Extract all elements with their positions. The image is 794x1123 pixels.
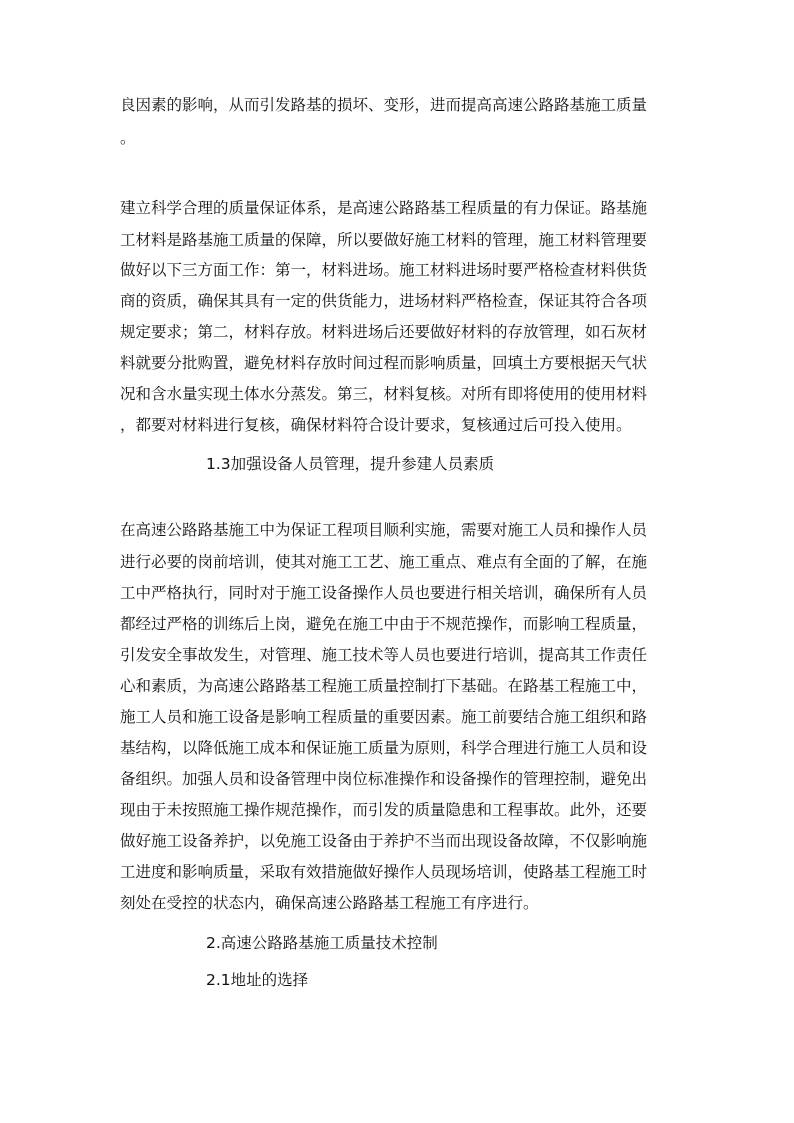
- section-heading-1-3: 1.3加强设备人员管理，提升参建人员素质: [206, 455, 495, 473]
- text-line: 现由于未按照施工操作规范操作，而引发的质量隐患和工程事故。此外，还要: [120, 801, 648, 819]
- text-line: 备组织。加强人员和设备管理中岗位标准操作和设备操作的管理控制，避免出: [120, 770, 648, 788]
- text-line: 规定要求；第二，材料存放。材料进场后还要做好材料的存放管理，如石灰材: [120, 323, 648, 341]
- text-line: 引发安全事故发生，对管理、施工技术等人员也要进行培训，提高其工作责任: [120, 646, 648, 664]
- text-line: 况和含水量实现土体水分蒸发。第三，材料复核。对所有即将使用的使用材料: [120, 385, 648, 403]
- section-heading-2-1: 2.1地址的选择: [206, 971, 309, 989]
- text-line: 工材料是路基施工质量的保障，所以要做好施工材料的管理，施工材料管理要: [120, 231, 648, 249]
- text-line: 建立科学合理的质量保证体系，是高速公路路基工程质量的有力保证。路基施: [120, 199, 648, 217]
- text-line: 工中严格执行，同时对于施工设备操作人员也要进行相关培训，确保所有人员: [120, 584, 648, 602]
- text-line: 都经过严格的训练后上岗，避免在施工中由于不规范操作，而影响工程质量，: [120, 615, 648, 633]
- text-line: 料就要分批购置，避免材料存放时间过程而影响质量，回填土方要根据天气状: [120, 354, 648, 372]
- text-line: 基结构，以降低施工成本和保证施工质量为原则，科学合理进行施工人员和设: [120, 739, 648, 757]
- text-line: 刻处在受控的状态内，确保高速公路路基工程施工有序进行。: [120, 894, 539, 912]
- text-line: ，都要对材料进行复核，确保材料符合设计要求，复核通过后可投入使用。: [120, 416, 632, 434]
- text-line: 商的资质，确保其具有一定的供货能力，进场材料严格检查，保证其符合各项: [120, 292, 648, 310]
- text-line: 心和素质，为高速公路路基工程施工质量控制打下基础。在路基工程施工中，: [120, 677, 648, 695]
- text-line: 进行必要的岗前培训，使其对施工工艺、施工重点、难点有全面的了解，在施: [120, 553, 648, 571]
- text-line: 做好以下三方面工作：第一，材料进场。施工材料进场时要严格检查材料供货: [120, 261, 648, 279]
- text-line: 做好施工设备养护，以免施工设备由于养护不当而出现设备故障，不仅影响施: [120, 832, 648, 850]
- text-line: 在高速公路路基施工中为保证工程项目顺利实施，需要对施工人员和操作人员: [120, 521, 648, 539]
- text-line: 施工人员和施工设备是影响工程质量的重要因素。施工前要结合施工组织和路: [120, 708, 648, 726]
- text-line: 。: [120, 129, 136, 147]
- text-line: 良因素的影响，从而引发路基的损坏、变形，进而提高高速公路路基施工质量: [120, 96, 648, 114]
- text-line: 工进度和影响质量，采取有效措施做好操作人员现场培训，使路基工程施工时: [120, 863, 648, 881]
- section-heading-2: 2.高速公路路基施工质量技术控制: [206, 934, 438, 952]
